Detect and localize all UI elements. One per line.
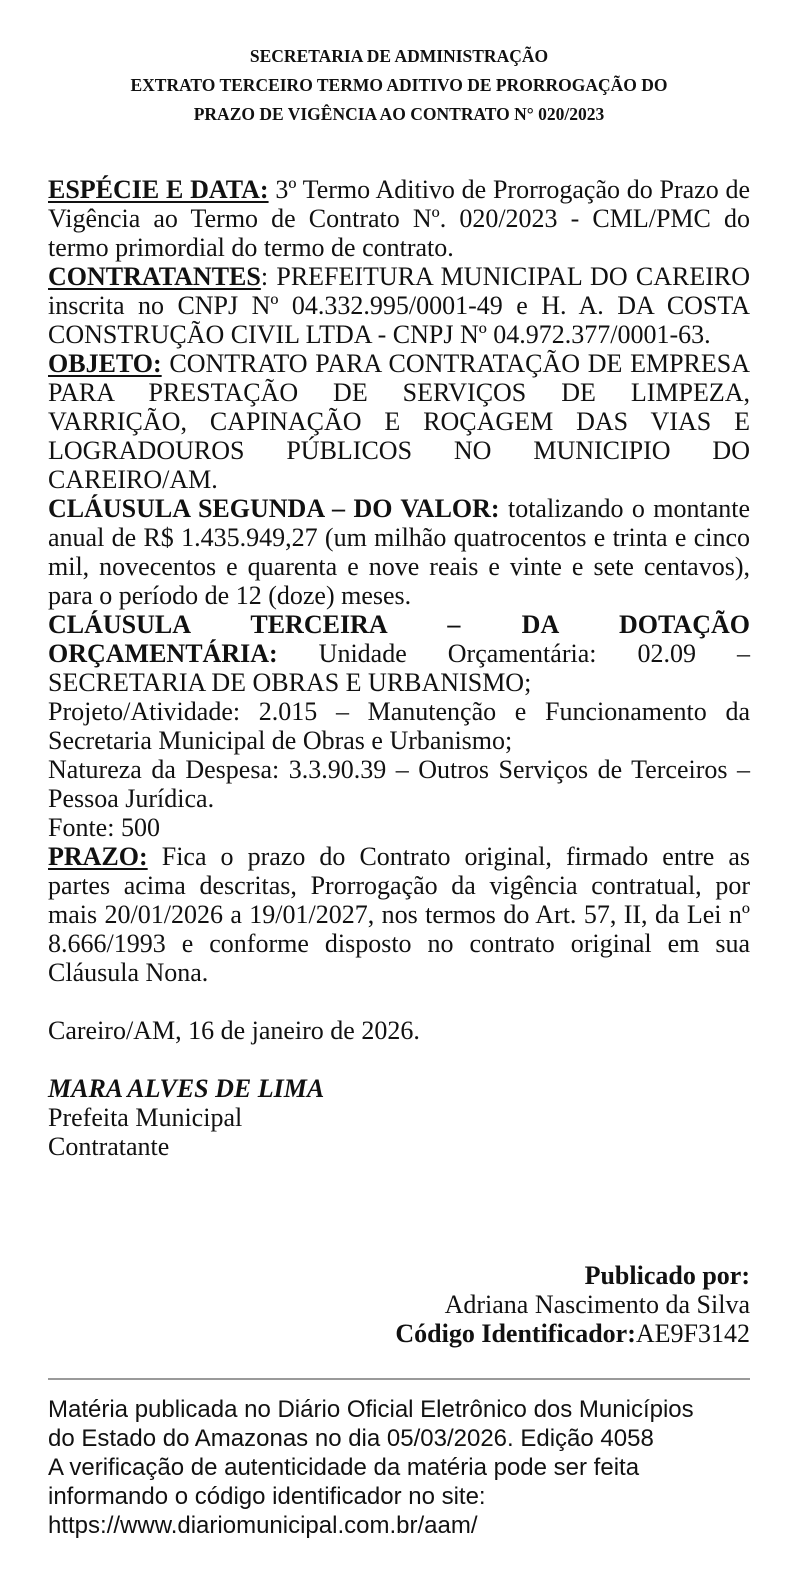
document-page (48, 0, 750, 1161)
clausula-segunda-text: totalizando o montante anual de R$ 1.435.949,27 (um milhão quatrocentos e trinta e cinco mil, novecentos e quarenta e nove reais e vinte e sete centavos), para o período de 12 (doze) meses. (48, 494, 751, 610)
signatory-party: Contratante (48, 1132, 170, 1161)
natureza-despesa: Natureza da Despesa: 3.3.90.39 – Outros Serviços de Terceiros – Pessoa Jurídica. (48, 755, 750, 813)
identifier-code: AE9F3142 (635, 1319, 750, 1348)
footer-url: https://www.diariomunicipal.com.br/aam/ (48, 1512, 478, 1539)
projeto-atividade: Projeto/Atividade: 2.015 – Manutenção e Funcionamento da Secretaria Municipal de Obras e Urbanismo; (48, 697, 750, 755)
clausula-segunda-label: CLÁUSULA SEGUNDA – DO VALOR: (48, 494, 500, 523)
prazo-label: PRAZO: (48, 842, 148, 871)
signatory-name: MARA ALVES DE LIMA (48, 1074, 325, 1103)
date-line: Careiro/AM, 16 de janeiro de 2026. (48, 1016, 420, 1045)
clausula-terceira-label-line2: ORÇAMENTÁRIA: (48, 639, 278, 668)
document-body (48, 175, 750, 987)
prazo-text: Fica o prazo do Contrato original, firmado entre as partes acima descritas, Prorrogação da vigência contratual, por mais 20/01/2026 a 19/01/2027, nos termos do Art. 57, II, da Lei nº 8.666/1993 e conforme disposto no contrato original em sua Cláusula Nona. (48, 842, 750, 987)
clausula-segunda-paragraph (48, 494, 750, 610)
signature-block (48, 1074, 750, 1161)
footer-line-3: A verificação de autenticidade da matéria pode ser feita (48, 1454, 640, 1481)
clausula-terceira-paragraph (48, 639, 750, 697)
identifier-code-label: Código Identificador: (395, 1319, 636, 1348)
identifier-code-line (48, 1319, 750, 1348)
objeto-label: OBJETO: (48, 349, 162, 378)
clausula-terceira-heading (48, 610, 750, 639)
footer-divider (48, 1378, 750, 1380)
prazo-paragraph (48, 842, 750, 987)
publisher-name: Adriana Nascimento da Silva (444, 1290, 750, 1319)
published-block (48, 1261, 750, 1348)
document-header (48, 42, 750, 129)
published-label: Publicado por: (584, 1261, 750, 1290)
publication-footer (48, 1395, 750, 1540)
contratantes-label: CONTRATANTES (48, 262, 261, 291)
especie-paragraph (48, 175, 750, 262)
header-line-1: SECRETARIA DE ADMINISTRAÇÃO (249, 46, 549, 66)
footer-line-4: informando o código identificador no site: (48, 1483, 486, 1510)
header-line-3: PRAZO DE VIGÊNCIA AO CONTRATO N° 020/2023 (193, 104, 605, 124)
clausula-terceira-label-line1: CLÁUSULA TERCEIRA – DA DOTAÇÃO (48, 610, 750, 639)
header-line-2: EXTRATO TERCEIRO TERMO ADITIVO DE PRORROGAÇÃO DO (130, 75, 668, 95)
footer-line-1: Matéria publicada no Diário Oficial Eletrônico dos Municípios (48, 1396, 694, 1423)
especie-label: ESPÉCIE E DATA: (48, 175, 269, 204)
clausula-terceira-text: Unidade Orçamentária: 02.09 – SECRETARIA DE OBRAS E URBANISMO; (48, 639, 750, 697)
signatory-role: Prefeita Municipal (48, 1103, 243, 1132)
footer-line-2: do Estado do Amazonas no dia 05/03/2026. Edição 4058 (48, 1425, 654, 1452)
contratantes-text: : PREFEITURA MUNICIPAL DO CAREIRO inscrita no CNPJ Nº 04.332.995/0001-49 e H. A. DA COSTA CONSTRUÇÃO CIVIL LTDA - CNPJ Nº 04.972.377/0001-63. (48, 262, 750, 349)
fonte: Fonte: 500 (48, 813, 160, 842)
contratantes-paragraph (48, 262, 750, 349)
objeto-text: CONTRATO PARA CONTRATAÇÃO DE EMPRESA PARA PRESTAÇÃO DE SERVIÇOS DE LIMPEZA, VARRIÇÃO, CAPINAÇÃO E ROÇAGEM DAS VIAS E LOGRADOUROS PÚBLICOS NO MUNICIPIO DO CAREIRO/AM. (48, 349, 750, 494)
objeto-paragraph (48, 349, 750, 494)
especie-text: 3º Termo Aditivo de Prorrogação do Prazo de Vigência ao Termo de Contrato Nº. 020/2023 - CML/PMC do termo primordial do termo de contrato. (48, 175, 750, 262)
